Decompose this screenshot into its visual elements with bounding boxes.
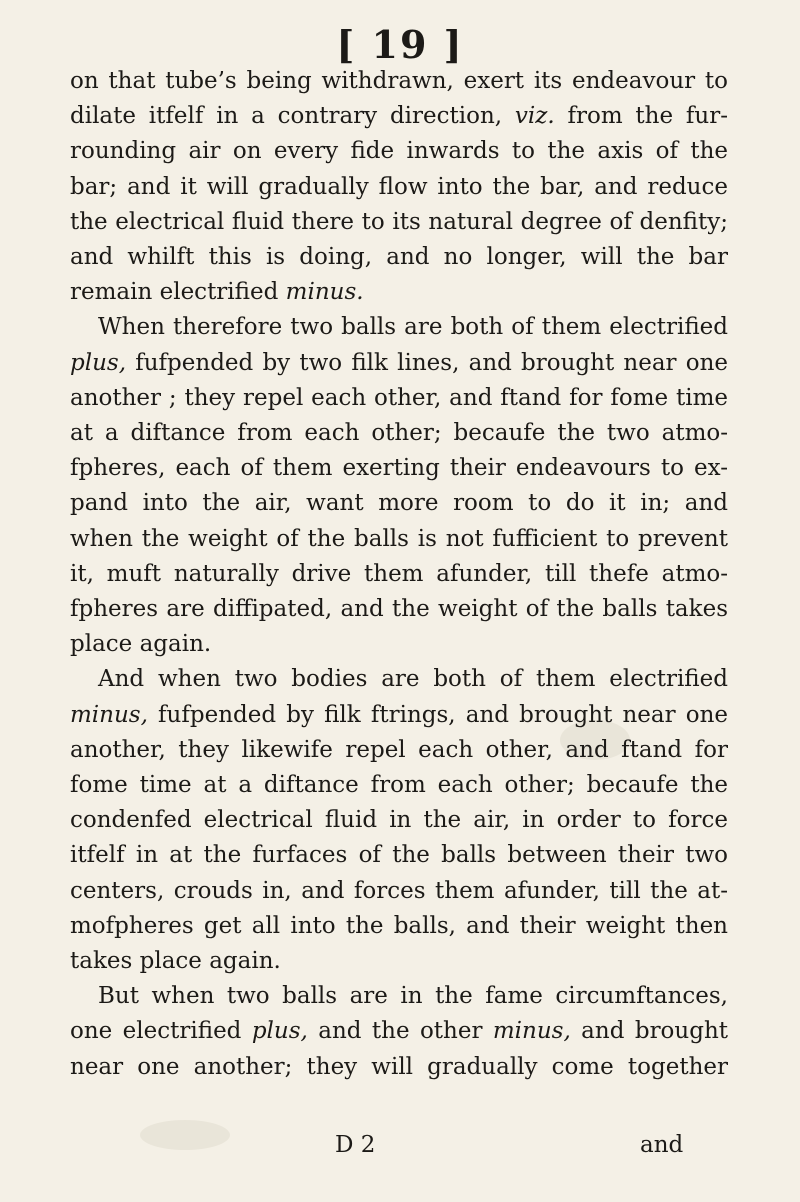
- text-line-content: itfelf in at the furfaces of the balls between their two: [70, 842, 728, 869]
- paper-stain: [140, 1120, 230, 1150]
- text-line-content: fpheres, each of them exerting their endeavours to ex-: [70, 455, 728, 482]
- text-line-content: one electrified plus, and the other minus, and brought: [70, 1018, 728, 1045]
- text-line-content: And when two bodies are both of them electrified: [98, 666, 728, 693]
- text-line-content: place again.: [70, 631, 212, 658]
- text-line-content: minus, fufpended by filk ftrings, and brought near one: [70, 701, 728, 728]
- text-line-content: centers, crouds in, and forces them afunder, till the at-: [70, 877, 728, 904]
- text-line-content: at a diftance from each other; becaufe the two atmo-: [70, 420, 728, 446]
- text-line-content: rounding air on every fide inwards to the axis of the: [70, 138, 728, 165]
- text-line-content: takes place again.: [70, 948, 281, 974]
- text-line-content: fpheres are diffipated, and the weight of the balls takes: [70, 596, 728, 622]
- text-line-content: condenfed electrical fluid in the air, in order to force: [70, 807, 728, 834]
- text-line-content: remain electrified minus.: [70, 279, 364, 306]
- text-line-content: pand into the air, want more room to do it in; and: [70, 490, 728, 517]
- catchword: and: [640, 1132, 684, 1158]
- text-line-content: near one another; they will gradually come together: [70, 1053, 728, 1080]
- text-line-content: the electrical fluid there to its natural degree of denfity;: [70, 208, 728, 235]
- text-line-content: When therefore two balls are both of them electrified: [98, 314, 728, 341]
- text-line-content: But when two balls are in the fame circumftances,: [98, 983, 728, 1010]
- text-line-content: plus, fufpended by two filk lines, and brought near one: [70, 349, 728, 376]
- text-line-content: and whilft this is doing, and no longer, will the bar: [70, 244, 728, 270]
- text-line-content: it, muft naturally drive them afunder, till thefe atmo-: [70, 560, 728, 587]
- page-number: [ 19 ]: [336, 22, 464, 67]
- text-line-content: fome time at a diftance from each other; becaufe the: [70, 772, 728, 798]
- text-line-content: bar; and it will gradually flow into the bar, and reduce: [70, 173, 728, 200]
- text-line-content: when the weight of the balls is not fufficient to prevent: [70, 525, 728, 552]
- text-line-content: another, they likewife repel each other, and ftand for: [70, 736, 728, 763]
- text-line-content: another ; they repel each other, and ftand for fome time: [70, 384, 728, 411]
- text-line-content: on that tube’s being withdrawn, exert its endeavour to: [70, 68, 728, 94]
- text-line-content: dilate itfelf in a contrary direction, viz. from the fur-: [70, 103, 728, 130]
- signature-mark: D 2: [335, 1132, 376, 1158]
- text-line-content: mofpheres get all into the balls, and their weight then: [70, 912, 728, 939]
